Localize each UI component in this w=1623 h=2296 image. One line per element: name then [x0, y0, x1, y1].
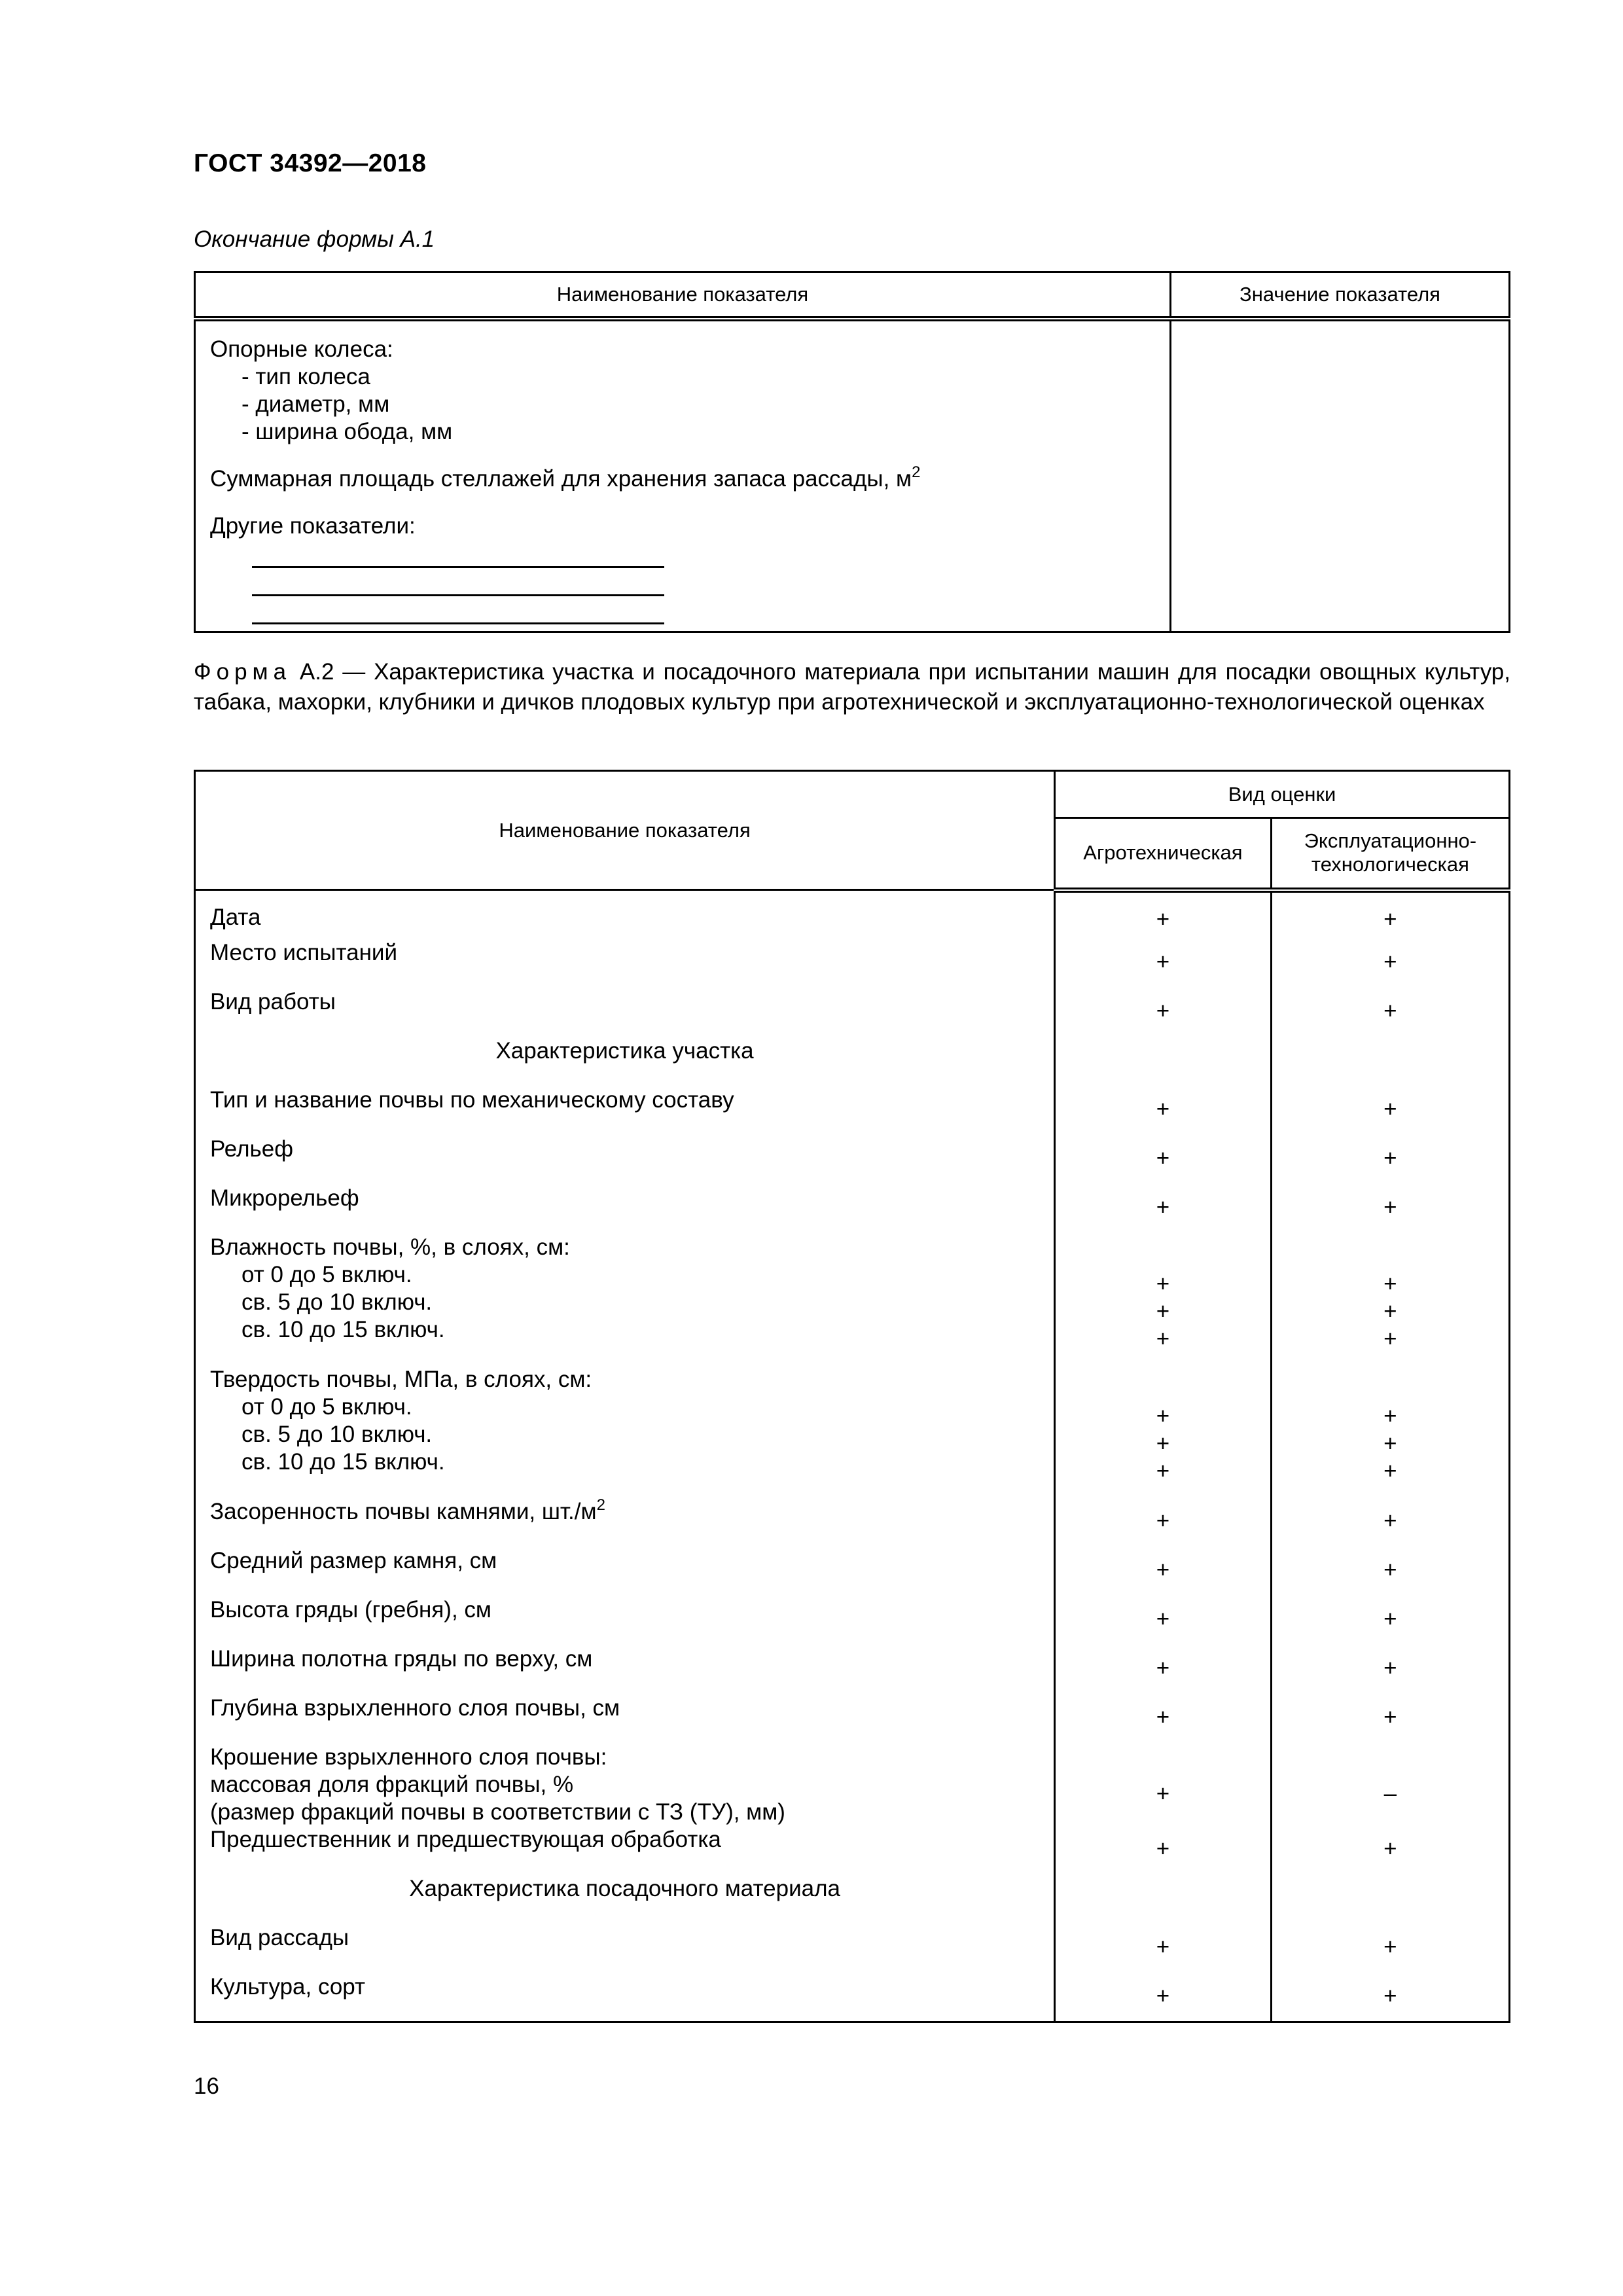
blank-line — [252, 596, 664, 624]
table-row: Глубина взрыхленного слоя почвы, см + + — [195, 1695, 1510, 1744]
table-row: Вид рассады + + — [195, 1924, 1510, 1973]
table-row: Высота гряды (гребня), см + + — [195, 1596, 1510, 1645]
table-row: Крошение взрыхленного слоя почвы: массовая доля фракций почвы, % (размер фракций почвы в соответствии с ТЗ (ТУ), мм) + – — [195, 1744, 1510, 1826]
form-a1-table — [194, 271, 1510, 633]
table-row: Тип и название почвы по механическому составу + + — [195, 1086, 1510, 1136]
page-number: 16 — [194, 2073, 219, 2099]
col-header-name: Наименование показателя — [195, 771, 1055, 890]
table-row: Вид работы + + — [195, 988, 1510, 1037]
blank-line — [252, 568, 664, 596]
table-row: Дата + + — [195, 890, 1510, 939]
indicator-cell — [195, 319, 1171, 632]
col-header-value: Значение показателя — [1171, 272, 1510, 319]
list-item: - тип колеса — [241, 364, 370, 389]
col-header-agro: Агротехническая — [1055, 818, 1272, 890]
table-row: Средний размер камня, см + + — [195, 1547, 1510, 1596]
col-header-evaluation: Вид оценки — [1055, 771, 1510, 818]
table-row: Культура, сорт + + — [195, 1973, 1510, 2022]
form-a1-caption: Окончание формы А.1 — [194, 226, 435, 252]
table-row: Предшественник и предшествующая обработка + + — [195, 1826, 1510, 1875]
list-item: - диаметр, мм — [241, 391, 390, 417]
section-row: Характеристика участка — [195, 1037, 1510, 1086]
list-item: - ширина обода, мм — [241, 419, 453, 444]
table-row: Влажность почвы, %, в слоях, см: от 0 до 5 включ. св. 5 до 10 включ. св. 10 до 15 включ. + + + + + + — [195, 1234, 1510, 1366]
blank-line — [252, 540, 664, 568]
table-row: Микрорельеф + + — [195, 1185, 1510, 1234]
other-indicators-title: Другие показатели: — [210, 513, 416, 539]
form-a2-table — [194, 770, 1510, 2023]
table-row: Рельеф + + — [195, 1136, 1510, 1185]
wheels-title: Опорные колеса: — [210, 336, 393, 362]
section-row: Характеристика посадочного материала — [195, 1875, 1510, 1924]
table-row: Твердость почвы, МПа, в слоях, см: от 0 до 5 включ. св. 5 до 10 включ. св. 10 до 15 включ. + + + + + + — [195, 1366, 1510, 1498]
table-row: Место испытаний + + — [195, 939, 1510, 988]
col-header-expl: Эксплуатационно-технологическая — [1271, 818, 1509, 890]
shelves-area-row: Суммарная площадь стеллажей для хранения запаса рассады, $м^2$ — [210, 463, 921, 492]
value-cell — [1171, 319, 1510, 632]
form-a2-title: Форма А.2 — Характеристика участка и посадочного материала при испытании машин для посадки овощных культур, табака, махорки, клубники и дичков плодовых культур при агротехнической и эксплуатационно-технологической оценках — [194, 659, 1510, 715]
col-header-name: Наименование показателя — [195, 272, 1171, 319]
table-row: Ширина полотна гряды по верху, см + + — [195, 1645, 1510, 1695]
table-row: Засоренность почвы камнями, $шт./м^2$ + + — [195, 1498, 1510, 1547]
document-header: ГОСТ 34392—2018 — [194, 149, 427, 177]
